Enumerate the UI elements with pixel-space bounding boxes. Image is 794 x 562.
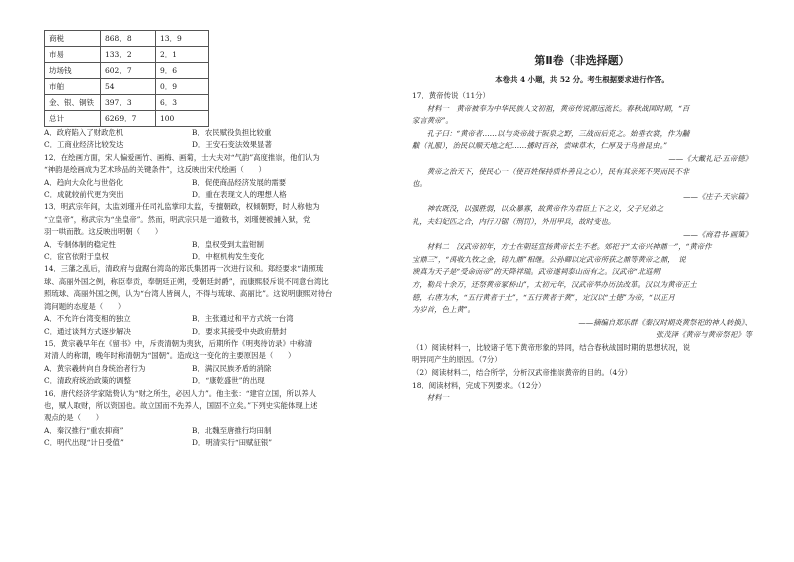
material-text: 材料二 汉武帝初年，方士在朝廷宣扬黄帝长生不老。郊祀于“太帝兴神鼎一”，“黄帝作 [412,242,712,252]
right-questions [412,90,752,405]
table-row [45,79,209,95]
answer-option: B．主张通过和平方式统一台湾 [192,314,294,324]
source-citation: ——《大戴礼记·五帝德》 [668,153,752,163]
answer-option: A．秦汉推行“重农抑商” [44,425,124,435]
material-text: 明异同产生的原因。（7分） [412,355,502,365]
answer-option: D．明清实行“田赋征银” [192,438,272,448]
question-text: 也，赋人取财，所以资国也。故立国而不先养人，国固不立矣。”下列史实能体现上述 [44,400,318,410]
question-text: 观点的是（ ） [44,413,104,423]
answer-option: A．不允许台湾变相的独立 [44,314,131,324]
material-text: 方，勒兵十余万，还祭黄帝冢桥山”，太初元年，汉武帝举办历法改革。汉以为黄帝正土 [412,279,697,289]
source-citation: ——《商君书·画策》 [683,229,752,239]
material-text: 宝鼎三”，“禹收九牧之金，铸九鼎”相继。公孙卿以定武帝所获之鼎等黄帝之鼎， 说 [412,254,686,264]
left-column [44,30,382,450]
material-text: 材料一 黄帝被奉为中华民族人文初祖，黄帝传说源远流长。春秋战国时期，“百 [412,103,690,113]
answer-option: B．农民赋役负担比较重 [192,128,272,137]
material-text: 也。 [412,179,427,189]
answer-option: A．专制体制的稳定性 [44,239,116,249]
answer-option: A．政府陷入了财政危机 [44,128,124,137]
table-cell: 总计 [45,111,101,127]
question-text: 13．明武宗年间，太监刘瑾升任司礼监掌印太监，专擅朝政，权倾朝野，时人称他为 [44,202,320,212]
answer-option: B．皇权受到太监钳制 [192,239,264,249]
answer-options [44,127,382,139]
material-text: （1）阅读材料一，比较诸子笔下黄帝形象的异同，结合春秋战国时期的思想状况，说 [412,342,691,352]
table-cell: 商税 [45,31,101,47]
answer-option: D．王安石变法效果显著 [192,140,272,150]
answer-option: C．宦官依附于皇权 [44,252,109,262]
table-cell: 坊场钱 [45,63,101,79]
answer-options [44,139,382,151]
table-row [45,111,209,127]
answer-option: B．满汉民族矛盾的消除 [192,363,272,373]
question-text: 12．在绘画方面，宋人偏爱画竹、画梅、画菊，士大夫对“气韵”高度推崇，他们认为 [44,152,320,162]
left-questions [44,127,382,450]
material-text: 家言黄帝”。 [412,116,453,126]
answer-options [44,177,382,189]
table-cell: 54 [101,79,156,95]
material-text: 神农既没，以强胜弱，以众暴寡，故黄帝作为君臣上下之义，父子兄弟之 [412,204,664,214]
question-text: “立皇帝”，称武宗为“坐皇帝”。然而，明武宗只是一道敕书，刘瑾便被捕入狱，党 [44,214,311,224]
answer-option: A．趋向大众化与世俗化 [44,177,124,187]
material-text: 谀真为天子是“受命而帝”的天降祥瑞。武帝遂祠泰山而有之。汉武帝“北巡朔 [412,267,660,277]
answer-option: D．中枢机构发生变化 [192,252,265,262]
material-text: 为岁首，色上黄”。 [412,305,475,315]
table-row [45,95,209,111]
table-cell: 602．7 [101,63,156,79]
answer-option: C．清政府统治政策的调整 [44,376,131,386]
material-text: 黄帝之治天下，使民心一（使百姓保持质朴善良之心），民有其亲死不哭而民不非 [412,166,690,176]
material-text: （2）阅读材料二，结合所学，分析汉武帝推崇黄帝的目的。（4分） [412,368,633,378]
answer-option: D．重在表现文人的理想人格 [192,190,287,200]
material-text: 礼，夫妇妃匹之合，内行刀锯（刑罚），外用甲兵，故时变也。 [412,216,616,226]
answer-option: C．工商业经济比较发达 [44,140,124,150]
table-cell: 13．9 [156,31,209,47]
answer-options [44,326,382,338]
answer-option: A．黄宗羲转向自身统治者行为 [44,363,146,373]
question-text: 对清人的称谓，晚年时称清朝为“国朝”。造成这一变化的主要原因是（ ） [44,351,296,361]
material-text: 黻（礼服），治民以顺天地之纪……播时百谷，尝味草木，仁厚及于鸟兽昆虫。” [412,141,668,151]
answer-options [44,189,382,201]
answer-options [44,375,382,387]
table-cell: 市舶 [45,79,101,95]
section-subtitle: 本卷共 4 小题，共 52 分。考生根据要求进行作答。 [495,75,669,84]
answer-option: D．“康乾盛世”的出现 [192,376,265,386]
question-text: 15．黄宗羲早年在《留书》中，斥责清朝为夷狄，后期所作《明夷待访录》中称清 [44,338,313,348]
table-cell: 397．3 [101,95,156,111]
question-text: 14．三藩之乱后，清政府与盘踞台湾岛的郑氏集团再一次进行议和。郑经要求“请照琉 [44,264,324,274]
material-text: 17．黄帝传说（11分） [412,91,490,100]
table-cell: 2．1 [156,47,209,63]
source-citation: ——《庄子·天宗篇》 [683,191,752,201]
table-cell: 133．2 [101,47,156,63]
material-text: 材料一 [412,393,449,403]
answer-option: C．成就较前代更为突出 [44,190,124,200]
table-cell: 0．9 [156,79,209,95]
answer-options [44,239,382,251]
answer-option: D．要求其接受中央政府册封 [192,326,287,336]
question-text: 羽一哄而散。这反映出明朝（ ） [44,227,163,237]
material-text: 孔子曰：“黄帝者……以与炎帝战于阪泉之野，三战而后克之。始垂衣裳，作为黼 [412,128,690,138]
table-row [45,63,209,79]
question-text: 球、高丽外国之例，称臣奉贡，奉朝廷正朔，受朝廷封爵”，而康熙驳斥说不同意台湾比 [44,276,329,286]
table-cell: 6．3 [156,95,209,111]
material-text: 18．阅读材料，完成下列要求。（12分） [412,380,546,390]
table-cell: 868．8 [101,31,156,47]
table-cell: 100 [156,111,209,127]
table-cell: 9．6 [156,63,209,79]
right-column [412,30,752,405]
table-cell: 市易 [45,47,101,63]
material-text: 德，右唐为木，“五行黄者于土”，“五行黄者于黄”，定汉以“土德”为帝，“以正月 [412,292,675,302]
table-row [45,31,209,47]
answer-option: C．明代出现“计日受值” [44,438,124,448]
section-title: 第Ⅱ卷（非选择题） [534,54,630,67]
answer-options [44,425,382,437]
question-text: “神韵是绘画成为艺术珍品的关键条件”，这反映出宋代绘画（ ） [44,165,266,175]
answer-options [44,251,382,263]
source-citation: ——摘编自郑乐群《秦汉时期炎黄祭祀的神人转换》、 [578,317,752,327]
answer-option: B．北魏至唐推行均田制 [192,425,272,435]
table-cell: 金、银、铜铁 [45,95,101,111]
question-text: 16．唐代经济学家陆贽认为“财之所生，必因人力”。他主张：“建官立国，所以养人 [44,388,317,398]
question-text: 照琉球、高丽外国之例，认为“台湾人皆闽人，不得与琉球、高丽比”。这说明康熙对待台 [44,289,333,299]
table-cell: 6269．7 [101,111,156,127]
question-text: 湾问题的态度是（ ） [44,301,126,311]
answer-options [44,363,382,375]
answer-options [44,313,382,325]
answer-option: C．通过谈判方式逐步解决 [44,326,131,336]
answer-option: B．促使商品经济发展的需要 [192,177,287,187]
table-row [45,47,209,63]
source-citation: 张茂泽《黄帝与黄帝祭祀》等 [655,330,752,340]
tax-revenue-table [44,30,209,127]
answer-options [44,437,382,449]
